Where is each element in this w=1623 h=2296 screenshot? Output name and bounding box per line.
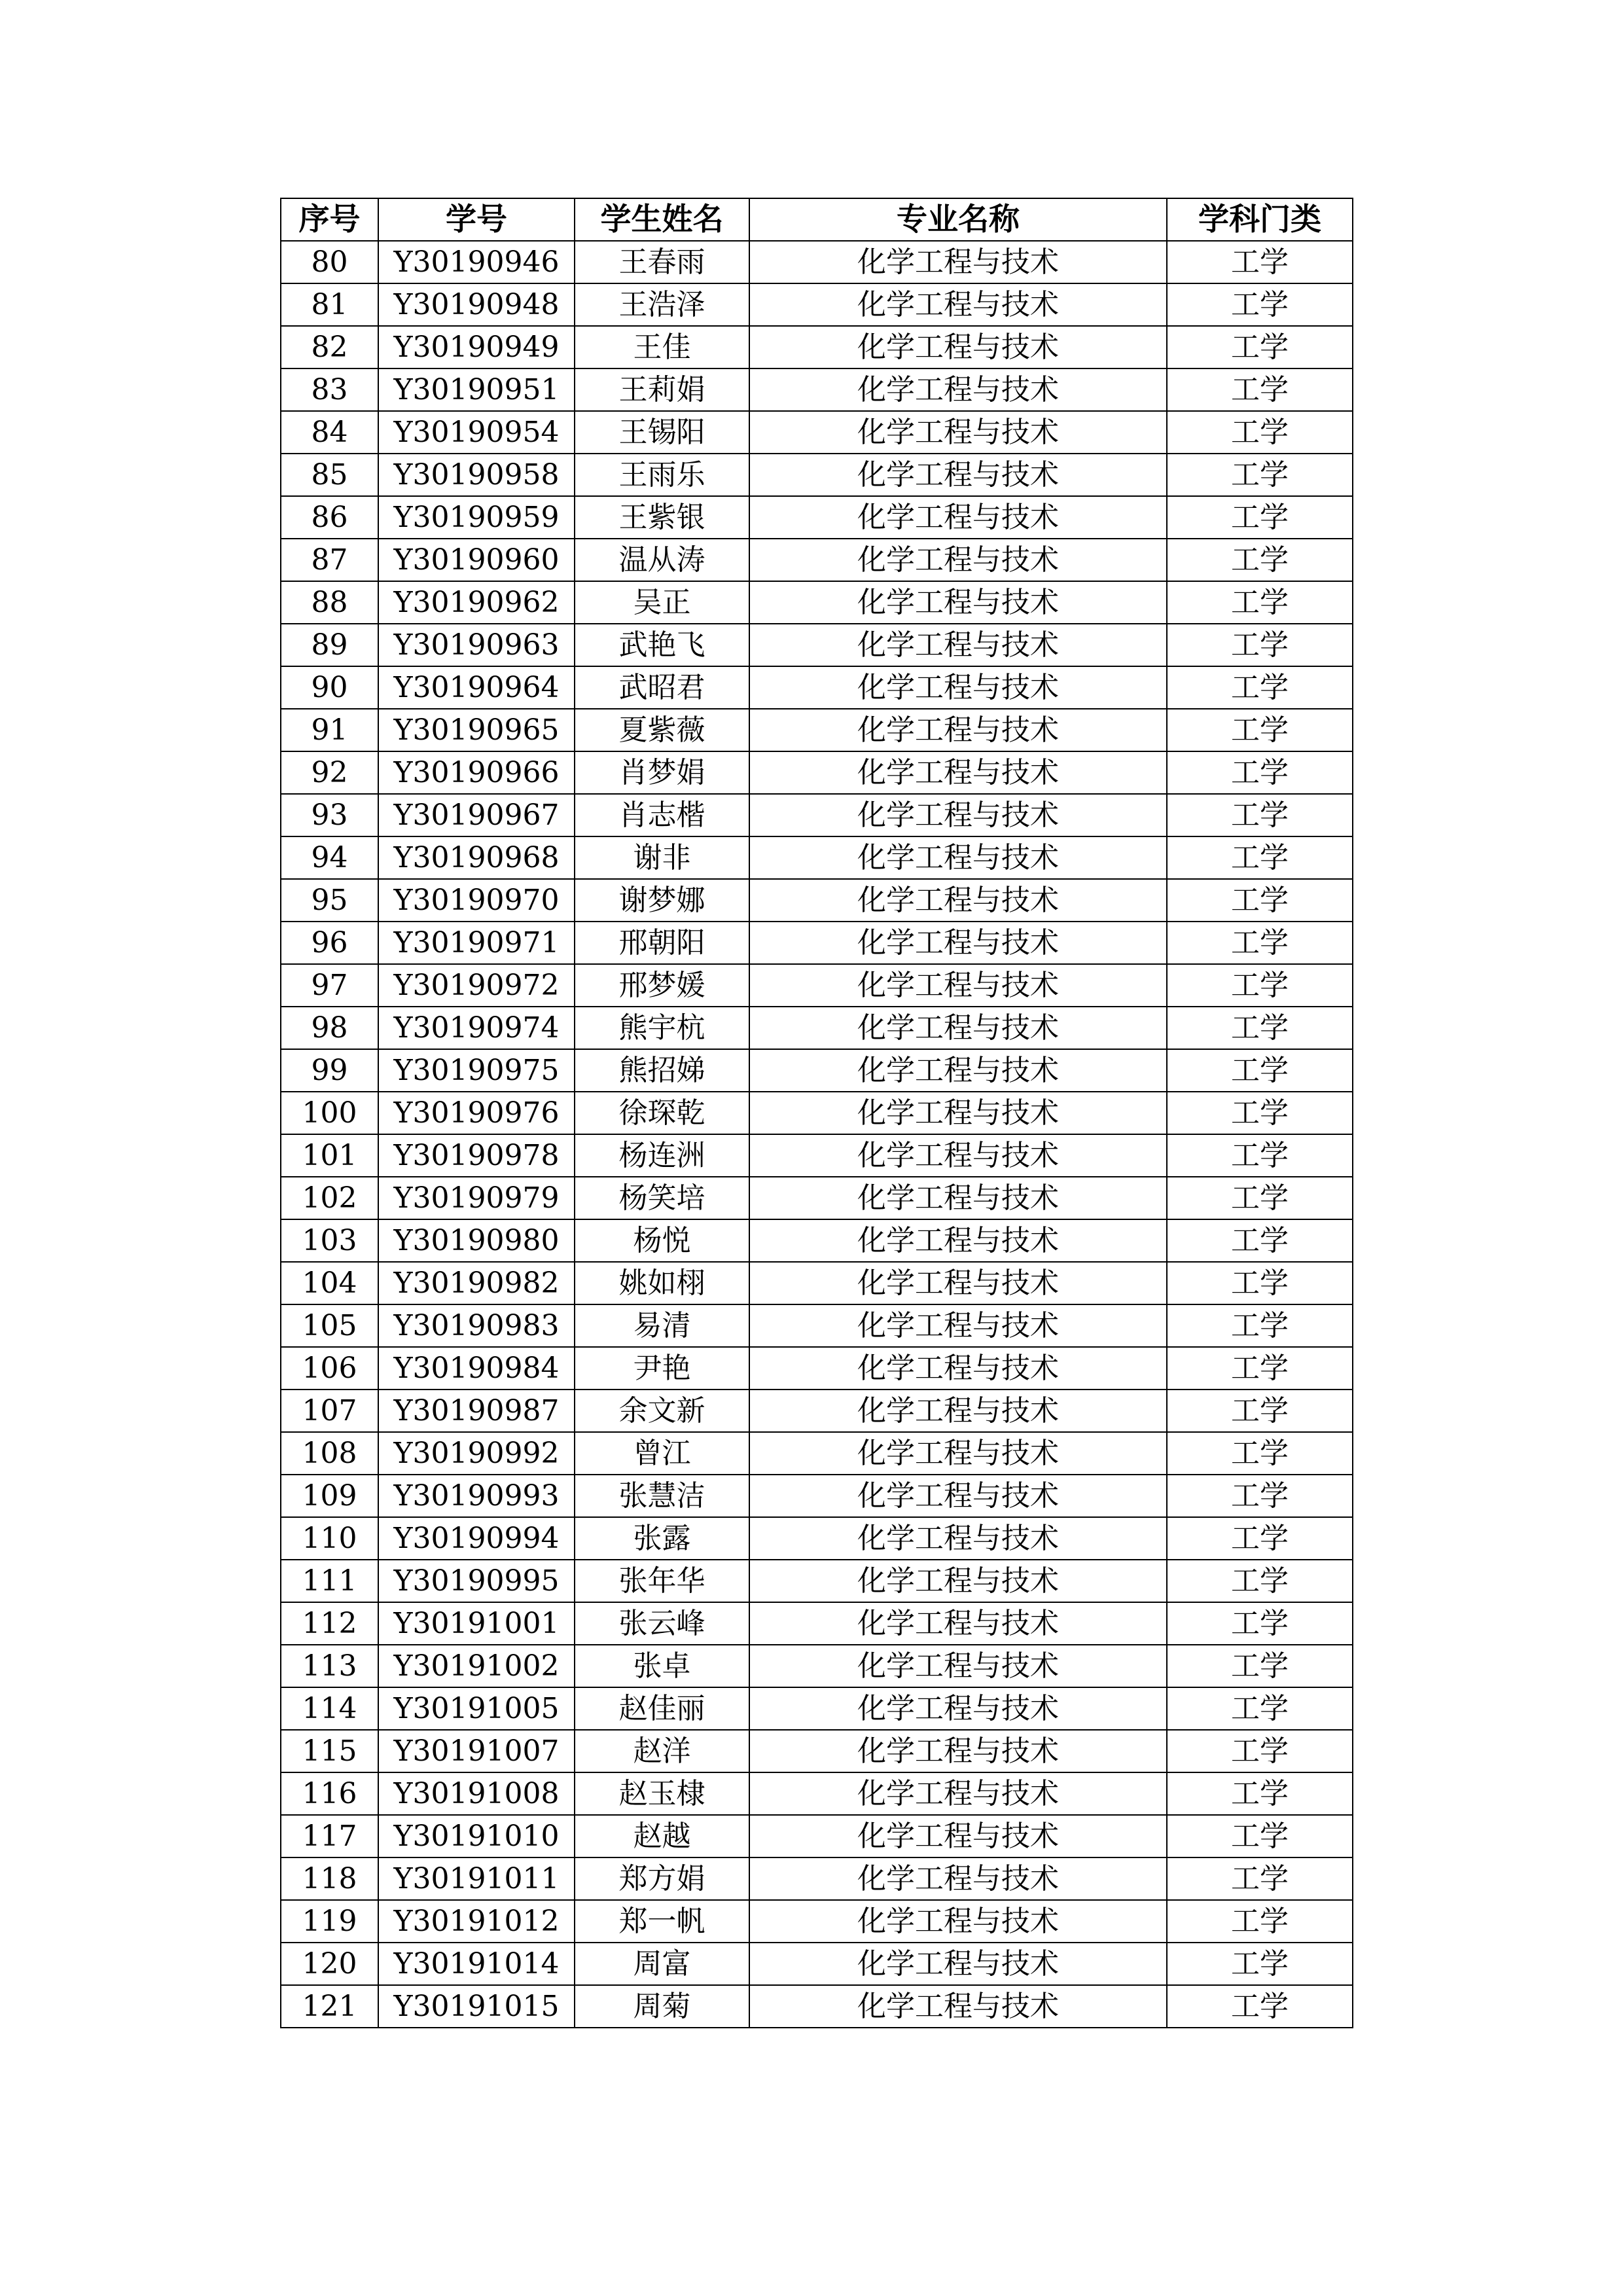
cell-major: 化学工程与技术: [749, 283, 1167, 326]
cell-student-id: Y30190995: [378, 1560, 575, 1602]
cell-student-name: 姚如栩: [575, 1262, 749, 1304]
cell-major: 化学工程与技术: [749, 751, 1167, 794]
cell-major: 化学工程与技术: [749, 666, 1167, 709]
cell-student-name: 邢朝阳: [575, 922, 749, 964]
table-row: [281, 964, 1353, 1007]
cell-no: 115: [281, 1730, 378, 1772]
table-row: [281, 1560, 1353, 1602]
header-student-id: 学号: [378, 198, 575, 241]
cell-student-id: Y30190975: [378, 1049, 575, 1092]
cell-student-name: 王雨乐: [575, 454, 749, 496]
cell-major: 化学工程与技术: [749, 1049, 1167, 1092]
cell-student-name: 王春雨: [575, 241, 749, 283]
cell-major: 化学工程与技术: [749, 581, 1167, 624]
cell-category: 工学: [1167, 1645, 1353, 1687]
cell-student-name: 张卓: [575, 1645, 749, 1687]
table-row: [281, 1815, 1353, 1857]
table-row: [281, 539, 1353, 581]
cell-category: 工学: [1167, 1687, 1353, 1730]
cell-student-name: 熊招娣: [575, 1049, 749, 1092]
cell-category: 工学: [1167, 751, 1353, 794]
cell-student-id: Y30190993: [378, 1475, 575, 1517]
cell-category: 工学: [1167, 326, 1353, 368]
cell-student-name: 张年华: [575, 1560, 749, 1602]
cell-student-id: Y30190976: [378, 1092, 575, 1134]
cell-no: 100: [281, 1092, 378, 1134]
cell-student-id: Y30190984: [378, 1347, 575, 1390]
cell-student-name: 尹艳: [575, 1347, 749, 1390]
cell-student-id: Y30191008: [378, 1772, 575, 1815]
cell-major: 化学工程与技术: [749, 1262, 1167, 1304]
cell-category: 工学: [1167, 1900, 1353, 1943]
cell-category: 工学: [1167, 1815, 1353, 1857]
header-category: 学科门类: [1167, 198, 1353, 241]
cell-category: 工学: [1167, 1985, 1353, 2028]
cell-student-name: 赵越: [575, 1815, 749, 1857]
table-row: [281, 794, 1353, 836]
cell-no: 96: [281, 922, 378, 964]
cell-student-id: Y30190965: [378, 709, 575, 751]
cell-student-id: Y30191010: [378, 1815, 575, 1857]
cell-major: 化学工程与技术: [749, 1475, 1167, 1517]
cell-student-id: Y30190954: [378, 411, 575, 454]
cell-major: 化学工程与技术: [749, 624, 1167, 666]
cell-no: 107: [281, 1390, 378, 1432]
cell-no: 121: [281, 1985, 378, 2028]
cell-no: 86: [281, 496, 378, 539]
cell-no: 104: [281, 1262, 378, 1304]
table-row: [281, 1432, 1353, 1475]
cell-category: 工学: [1167, 1602, 1353, 1645]
cell-no: 87: [281, 539, 378, 581]
cell-student-id: Y30190948: [378, 283, 575, 326]
cell-no: 91: [281, 709, 378, 751]
cell-student-id: Y30191007: [378, 1730, 575, 1772]
table-row: [281, 368, 1353, 411]
cell-no: 92: [281, 751, 378, 794]
cell-student-name: 徐琛乾: [575, 1092, 749, 1134]
cell-student-name: 杨笑培: [575, 1177, 749, 1219]
cell-student-id: Y30190960: [378, 539, 575, 581]
cell-category: 工学: [1167, 624, 1353, 666]
cell-category: 工学: [1167, 283, 1353, 326]
cell-no: 81: [281, 283, 378, 326]
student-roster-table: [280, 198, 1353, 2028]
cell-student-id: Y30190992: [378, 1432, 575, 1475]
table-row: [281, 1092, 1353, 1134]
cell-major: 化学工程与技术: [749, 1815, 1167, 1857]
cell-major: 化学工程与技术: [749, 1517, 1167, 1560]
cell-major: 化学工程与技术: [749, 836, 1167, 879]
cell-major: 化学工程与技术: [749, 1390, 1167, 1432]
cell-category: 工学: [1167, 496, 1353, 539]
table-row: [281, 751, 1353, 794]
cell-category: 工学: [1167, 922, 1353, 964]
cell-student-name: 周富: [575, 1943, 749, 1985]
table-row: [281, 1262, 1353, 1304]
cell-no: 94: [281, 836, 378, 879]
cell-student-name: 肖志楷: [575, 794, 749, 836]
cell-student-name: 邢梦媛: [575, 964, 749, 1007]
table-row: [281, 1347, 1353, 1390]
table-row: [281, 1687, 1353, 1730]
cell-no: 103: [281, 1219, 378, 1262]
table-row: [281, 624, 1353, 666]
cell-student-name: 武昭君: [575, 666, 749, 709]
cell-major: 化学工程与技术: [749, 496, 1167, 539]
cell-major: 化学工程与技术: [749, 709, 1167, 751]
cell-major: 化学工程与技术: [749, 1730, 1167, 1772]
cell-major: 化学工程与技术: [749, 454, 1167, 496]
cell-category: 工学: [1167, 1390, 1353, 1432]
cell-major: 化学工程与技术: [749, 326, 1167, 368]
cell-category: 工学: [1167, 709, 1353, 751]
table-row: [281, 1857, 1353, 1900]
cell-student-name: 王锡阳: [575, 411, 749, 454]
table-row: [281, 1645, 1353, 1687]
cell-no: 114: [281, 1687, 378, 1730]
table-row: [281, 283, 1353, 326]
cell-category: 工学: [1167, 1347, 1353, 1390]
table-row: [281, 326, 1353, 368]
cell-no: 108: [281, 1432, 378, 1475]
cell-category: 工学: [1167, 836, 1353, 879]
cell-student-id: Y30190962: [378, 581, 575, 624]
cell-major: 化学工程与技术: [749, 1347, 1167, 1390]
cell-student-name: 温从涛: [575, 539, 749, 581]
cell-major: 化学工程与技术: [749, 1432, 1167, 1475]
cell-student-id: Y30190946: [378, 241, 575, 283]
cell-student-id: Y30190994: [378, 1517, 575, 1560]
cell-category: 工学: [1167, 1772, 1353, 1815]
cell-student-name: 赵玉棣: [575, 1772, 749, 1815]
cell-no: 98: [281, 1007, 378, 1049]
table-row: [281, 1177, 1353, 1219]
cell-no: 106: [281, 1347, 378, 1390]
cell-no: 80: [281, 241, 378, 283]
cell-category: 工学: [1167, 454, 1353, 496]
cell-student-id: Y30190972: [378, 964, 575, 1007]
cell-major: 化学工程与技术: [749, 1560, 1167, 1602]
cell-student-name: 王佳: [575, 326, 749, 368]
cell-student-id: Y30191014: [378, 1943, 575, 1985]
cell-category: 工学: [1167, 1219, 1353, 1262]
cell-major: 化学工程与技术: [749, 1177, 1167, 1219]
cell-category: 工学: [1167, 1177, 1353, 1219]
cell-category: 工学: [1167, 1262, 1353, 1304]
table-row: [281, 1943, 1353, 1985]
cell-student-id: Y30190963: [378, 624, 575, 666]
cell-student-name: 张云峰: [575, 1602, 749, 1645]
cell-major: 化学工程与技术: [749, 1687, 1167, 1730]
cell-no: 84: [281, 411, 378, 454]
cell-no: 88: [281, 581, 378, 624]
cell-major: 化学工程与技术: [749, 1985, 1167, 2028]
cell-category: 工学: [1167, 1092, 1353, 1134]
cell-no: 83: [281, 368, 378, 411]
cell-major: 化学工程与技术: [749, 368, 1167, 411]
table-row: [281, 836, 1353, 879]
cell-student-name: 赵洋: [575, 1730, 749, 1772]
cell-student-id: Y30191001: [378, 1602, 575, 1645]
cell-category: 工学: [1167, 666, 1353, 709]
cell-category: 工学: [1167, 879, 1353, 922]
cell-student-name: 张慧洁: [575, 1475, 749, 1517]
cell-major: 化学工程与技术: [749, 1645, 1167, 1687]
cell-no: 82: [281, 326, 378, 368]
table-row: [281, 1390, 1353, 1432]
table-row: [281, 1772, 1353, 1815]
cell-student-id: Y30191012: [378, 1900, 575, 1943]
cell-student-id: Y30190970: [378, 879, 575, 922]
cell-category: 工学: [1167, 964, 1353, 1007]
cell-major: 化学工程与技术: [749, 1900, 1167, 1943]
table-body: [281, 241, 1353, 2028]
cell-student-id: Y30191011: [378, 1857, 575, 1900]
cell-student-id: Y30191002: [378, 1645, 575, 1687]
cell-student-name: 吴正: [575, 581, 749, 624]
table-row: [281, 1517, 1353, 1560]
table-row: [281, 922, 1353, 964]
cell-student-id: Y30191015: [378, 1985, 575, 2028]
cell-no: 111: [281, 1560, 378, 1602]
cell-student-id: Y30190949: [378, 326, 575, 368]
cell-student-name: 杨连洲: [575, 1134, 749, 1177]
cell-category: 工学: [1167, 539, 1353, 581]
cell-no: 95: [281, 879, 378, 922]
cell-student-id: Y30190966: [378, 751, 575, 794]
cell-student-name: 夏紫薇: [575, 709, 749, 751]
cell-no: 118: [281, 1857, 378, 1900]
cell-no: 116: [281, 1772, 378, 1815]
cell-student-id: Y30190978: [378, 1134, 575, 1177]
table-header: [281, 198, 1353, 241]
cell-category: 工学: [1167, 1134, 1353, 1177]
cell-student-name: 张露: [575, 1517, 749, 1560]
table-row: [281, 1007, 1353, 1049]
table-row: [281, 1219, 1353, 1262]
cell-no: 101: [281, 1134, 378, 1177]
cell-category: 工学: [1167, 581, 1353, 624]
cell-student-id: Y30190951: [378, 368, 575, 411]
cell-student-id: Y30190958: [378, 454, 575, 496]
cell-no: 89: [281, 624, 378, 666]
cell-major: 化学工程与技术: [749, 964, 1167, 1007]
cell-no: 117: [281, 1815, 378, 1857]
cell-category: 工学: [1167, 1730, 1353, 1772]
cell-student-name: 王浩泽: [575, 283, 749, 326]
table-row: [281, 1985, 1353, 2028]
cell-student-id: Y30191005: [378, 1687, 575, 1730]
cell-category: 工学: [1167, 368, 1353, 411]
cell-student-name: 郑一帆: [575, 1900, 749, 1943]
cell-no: 85: [281, 454, 378, 496]
table-row: [281, 1304, 1353, 1347]
cell-student-name: 武艳飞: [575, 624, 749, 666]
cell-major: 化学工程与技术: [749, 1772, 1167, 1815]
cell-major: 化学工程与技术: [749, 879, 1167, 922]
cell-category: 工学: [1167, 1304, 1353, 1347]
cell-student-name: 肖梦娟: [575, 751, 749, 794]
cell-major: 化学工程与技术: [749, 1943, 1167, 1985]
cell-no: 102: [281, 1177, 378, 1219]
table-row: [281, 1134, 1353, 1177]
table-row: [281, 581, 1353, 624]
header-no: 序号: [281, 198, 378, 241]
table-row: [281, 1475, 1353, 1517]
table-row: [281, 454, 1353, 496]
cell-student-id: Y30190959: [378, 496, 575, 539]
table-row: [281, 241, 1353, 283]
cell-student-name: 曾江: [575, 1432, 749, 1475]
cell-student-id: Y30190964: [378, 666, 575, 709]
cell-no: 99: [281, 1049, 378, 1092]
cell-no: 90: [281, 666, 378, 709]
header-student-name: 学生姓名: [575, 198, 749, 241]
cell-student-name: 王莉娟: [575, 368, 749, 411]
header-row: [281, 198, 1353, 241]
cell-no: 97: [281, 964, 378, 1007]
cell-major: 化学工程与技术: [749, 922, 1167, 964]
cell-category: 工学: [1167, 1475, 1353, 1517]
cell-category: 工学: [1167, 1007, 1353, 1049]
cell-category: 工学: [1167, 1857, 1353, 1900]
cell-category: 工学: [1167, 794, 1353, 836]
table-row: [281, 1049, 1353, 1092]
cell-no: 110: [281, 1517, 378, 1560]
cell-student-id: Y30190968: [378, 836, 575, 879]
cell-student-name: 谢非: [575, 836, 749, 879]
cell-student-id: Y30190974: [378, 1007, 575, 1049]
cell-major: 化学工程与技术: [749, 1602, 1167, 1645]
cell-no: 93: [281, 794, 378, 836]
cell-student-name: 郑方娟: [575, 1857, 749, 1900]
table-row: [281, 411, 1353, 454]
cell-student-name: 周菊: [575, 1985, 749, 2028]
cell-student-id: Y30190987: [378, 1390, 575, 1432]
cell-category: 工学: [1167, 1049, 1353, 1092]
cell-major: 化学工程与技术: [749, 1092, 1167, 1134]
cell-student-id: Y30190979: [378, 1177, 575, 1219]
table-row: [281, 1730, 1353, 1772]
cell-student-name: 熊宇杭: [575, 1007, 749, 1049]
table-row: [281, 1602, 1353, 1645]
cell-major: 化学工程与技术: [749, 241, 1167, 283]
cell-major: 化学工程与技术: [749, 1007, 1167, 1049]
cell-student-id: Y30190967: [378, 794, 575, 836]
cell-student-id: Y30190971: [378, 922, 575, 964]
cell-no: 113: [281, 1645, 378, 1687]
cell-major: 化学工程与技术: [749, 794, 1167, 836]
cell-category: 工学: [1167, 1943, 1353, 1985]
cell-student-name: 余文新: [575, 1390, 749, 1432]
cell-category: 工学: [1167, 241, 1353, 283]
cell-major: 化学工程与技术: [749, 539, 1167, 581]
cell-category: 工学: [1167, 1517, 1353, 1560]
cell-student-id: Y30190982: [378, 1262, 575, 1304]
cell-student-name: 王紫银: [575, 496, 749, 539]
table-row: [281, 496, 1353, 539]
cell-category: 工学: [1167, 1560, 1353, 1602]
cell-student-id: Y30190983: [378, 1304, 575, 1347]
cell-major: 化学工程与技术: [749, 1304, 1167, 1347]
table-row: [281, 1900, 1353, 1943]
table-row: [281, 709, 1353, 751]
cell-student-name: 赵佳丽: [575, 1687, 749, 1730]
cell-major: 化学工程与技术: [749, 1857, 1167, 1900]
cell-student-name: 谢梦娜: [575, 879, 749, 922]
cell-no: 112: [281, 1602, 378, 1645]
cell-major: 化学工程与技术: [749, 1219, 1167, 1262]
cell-student-name: 杨悦: [575, 1219, 749, 1262]
cell-major: 化学工程与技术: [749, 1134, 1167, 1177]
table-row: [281, 879, 1353, 922]
cell-no: 109: [281, 1475, 378, 1517]
cell-no: 105: [281, 1304, 378, 1347]
cell-no: 120: [281, 1943, 378, 1985]
cell-category: 工学: [1167, 411, 1353, 454]
cell-category: 工学: [1167, 1432, 1353, 1475]
cell-major: 化学工程与技术: [749, 411, 1167, 454]
cell-student-name: 易清: [575, 1304, 749, 1347]
header-major: 专业名称: [749, 198, 1167, 241]
cell-no: 119: [281, 1900, 378, 1943]
table-row: [281, 666, 1353, 709]
cell-student-id: Y30190980: [378, 1219, 575, 1262]
